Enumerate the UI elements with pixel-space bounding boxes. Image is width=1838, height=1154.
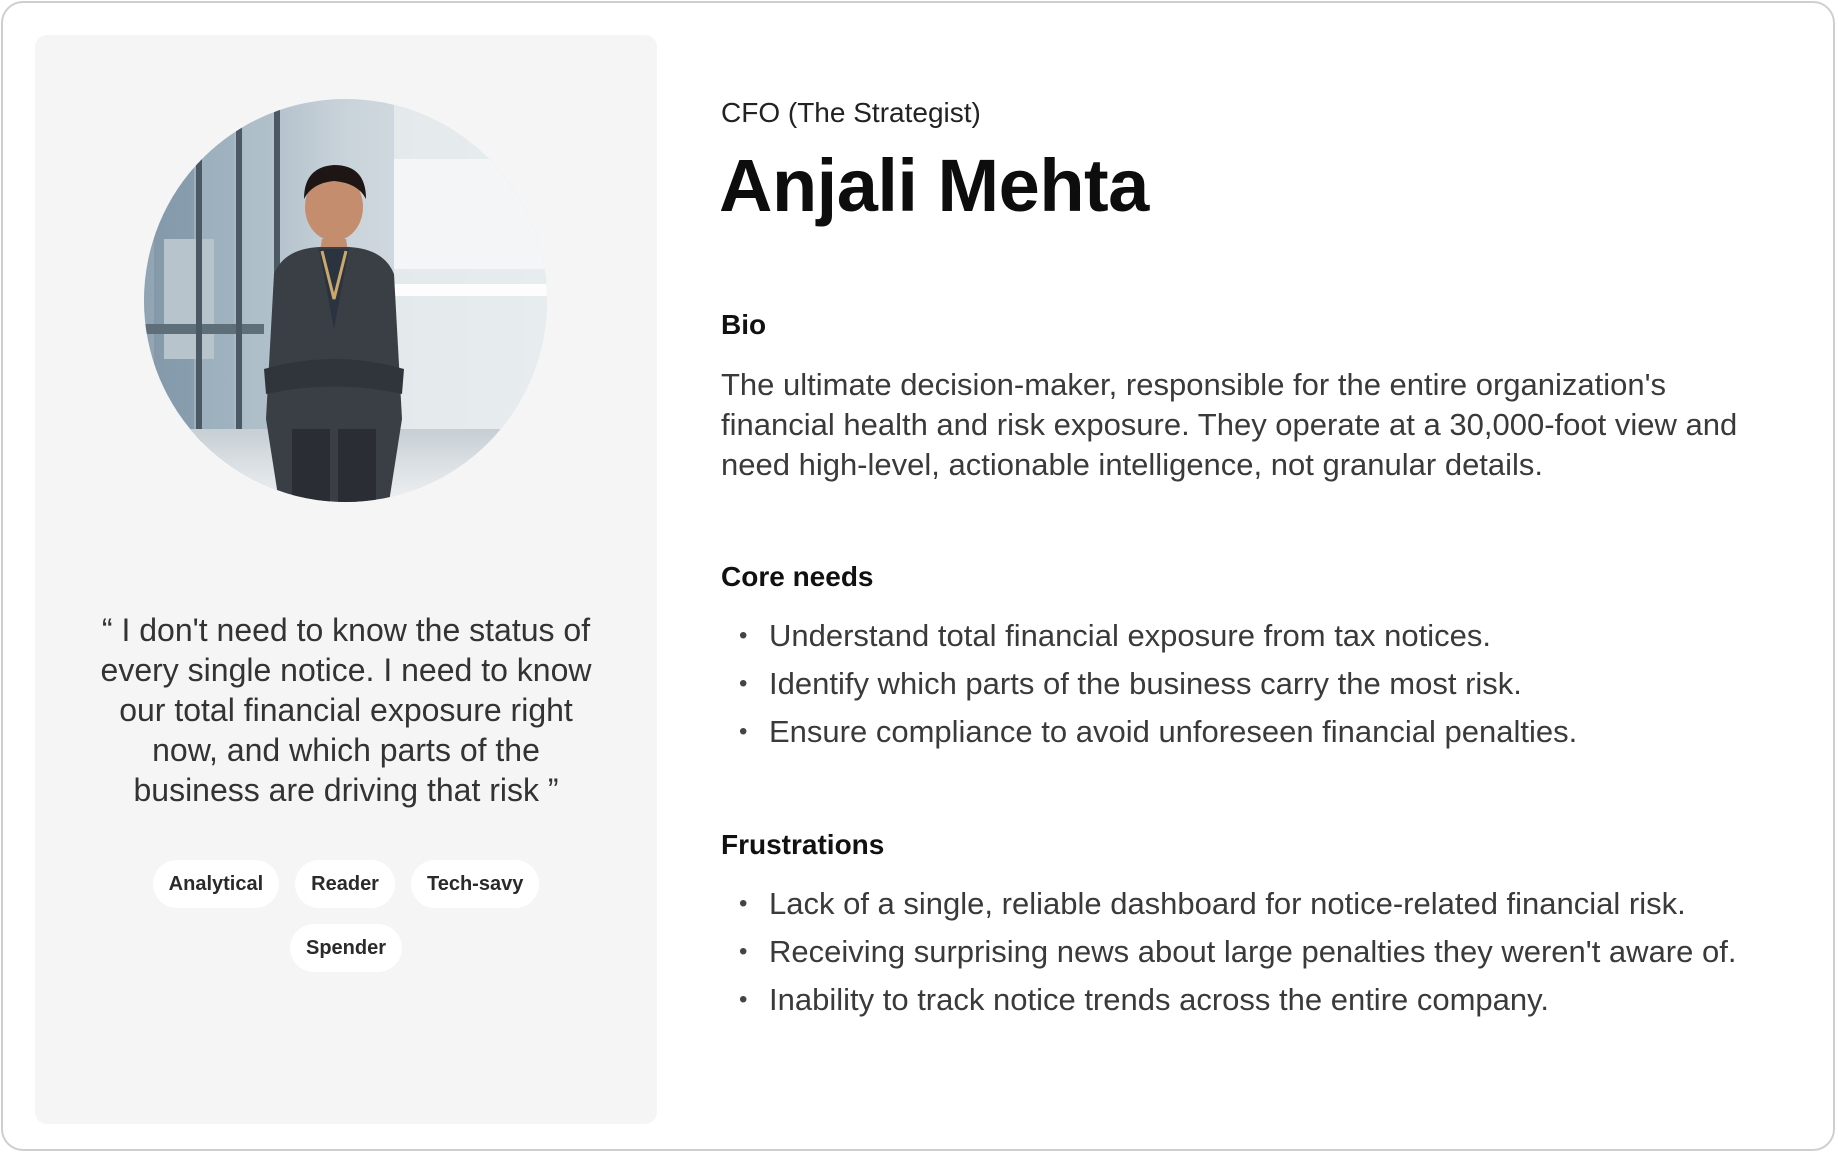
- core-needs-heading: Core needs: [721, 561, 874, 592]
- bio-heading: Bio: [721, 309, 767, 340]
- persona-name: Anjali Mehta: [719, 144, 1149, 227]
- persona-role: CFO (The Strategist): [721, 97, 981, 128]
- list-item: • Receiving surprising news about large penalties they weren't aware of.: [721, 932, 1751, 972]
- persona-quote: “ I don't need to know the status of every single notice. I need to know our total financial exposure right now, and which parts of the business are driving that risk ”: [100, 612, 592, 808]
- bullet-icon: •: [739, 670, 748, 697]
- frustrations-list: [721, 884, 1751, 1028]
- trait-tag-reader: Reader: [295, 860, 395, 908]
- list-item: • Understand total financial exposure from tax notices.: [721, 616, 1751, 656]
- persona-sidebar: [35, 35, 657, 1124]
- frustrations-heading: Frustrations: [721, 829, 885, 860]
- bullet-icon: •: [739, 890, 748, 917]
- persona-card: [1, 1, 1835, 1151]
- trait-tags: [135, 860, 557, 972]
- list-item: • Ensure compliance to avoid unforeseen financial penalties.: [721, 712, 1751, 752]
- list-item: • Lack of a single, reliable dashboard for notice-related financial risk.: [721, 884, 1751, 924]
- trait-tag-analytical: Analytical: [153, 860, 279, 908]
- avatar: [144, 99, 547, 502]
- list-item: • Identify which parts of the business carry the most risk.: [721, 664, 1751, 704]
- list-item: • Inability to track notice trends across the entire company.: [721, 980, 1751, 1020]
- core-needs-list: [721, 616, 1751, 760]
- trait-tag-spender: Spender: [290, 924, 402, 972]
- bio-text: The ultimate decision-maker, responsible for the entire organization's financial health and risk exposure. They operate at a 30,000-foot view and need high-level, actionable intelligence, not granular details.: [721, 367, 1738, 482]
- bullet-icon: •: [739, 938, 748, 965]
- portrait-photo-icon: [144, 99, 547, 502]
- bullet-icon: •: [739, 986, 748, 1013]
- bullet-icon: •: [739, 718, 748, 745]
- bullet-icon: •: [739, 622, 748, 649]
- trait-tag-tech-savy: Tech-savy: [411, 860, 539, 908]
